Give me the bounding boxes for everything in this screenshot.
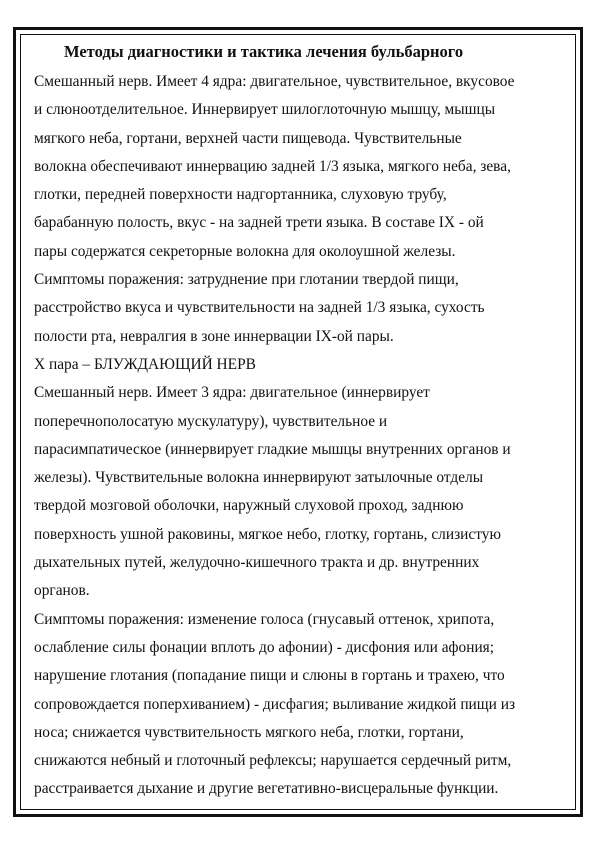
text-line: Смешанный нерв. Имеет 4 ядра: двигательное, чувствительное, вкусовое xyxy=(34,73,515,90)
text-line: пары содержатся секреторные волокна для околоушной железы. xyxy=(34,242,456,260)
text-line: глотки, передней поверхности надгортанника, слуховую трубу, xyxy=(34,186,447,204)
text-line: парасимпатическое (иннервирует гладкие мышцы внутренних органов и xyxy=(34,440,511,458)
text-line: нарушение глотания (попадание пищи и слюны в гортань и трахею, что xyxy=(34,667,505,685)
text-line: барабанную полость, вкус - на задней трети языка. В составе IX - ой xyxy=(34,214,484,232)
text-line: мягкого неба, гортани, верхней части пищевода. Чувствительные xyxy=(34,129,462,147)
text-line: сопровождается поперхиванием) - дисфагия; выливание жидкой пищи из xyxy=(34,695,516,713)
text-line: полости рта, невралгия в зоне иннервации IX-ой пары. xyxy=(34,327,394,345)
text-line: дыхательных путей, желудочно-кишечного тракта и др. внутренних xyxy=(34,554,480,572)
text-line: расстраивается дыхание и другие вегетативно-висцеральные функции. xyxy=(34,780,499,798)
text-block xyxy=(34,68,564,804)
document-title: Методы диагностики и тактика лечения бульбарного xyxy=(64,42,464,61)
document-body xyxy=(34,40,564,804)
text-line: носа; снижается чувствительность мягкого неба, глотки, гортани, xyxy=(34,723,464,741)
text-line: и слюноотделительное. Иннервирует шилоглоточную мышцу, мышцы xyxy=(34,101,496,119)
text-line: поперечнополосатую мускулатуру), чувствительное и xyxy=(34,412,388,430)
text-line: поверхность ушной раковины, мягкое небо, глотку, гортань, слизистую xyxy=(34,525,501,543)
text-line: снижаются небный и глоточный рефлексы; нарушается сердечный ритм, xyxy=(34,752,512,770)
text-line: железы). Чувствительные волокна иннервируют затылочные отделы xyxy=(34,469,484,487)
text-line: волокна обеспечивают иннервацию задней 1/3 языка, мягкого неба, зева, xyxy=(34,157,511,175)
text-line: Симптомы поражения: затруднение при глотании твердой пищи, xyxy=(34,271,459,289)
text-line: расстройство вкуса и чувствительности на задней 1/3 языка, сухость xyxy=(34,299,485,317)
text-line: Смешанный нерв. Имеет 3 ядра: двигательное (иннервирует xyxy=(34,384,430,402)
text-line: органов. xyxy=(34,582,90,600)
text-line: твердой мозговой оболочки, наружный слуховой проход, заднюю xyxy=(34,497,464,515)
text-line: Симптомы поражения: изменение голоса (гнусавый оттенок, хрипота, xyxy=(34,610,495,628)
section-heading: X пара – БЛУЖДАЮЩИЙ НЕРВ xyxy=(34,355,256,373)
text-line: ослабление силы фонации вплоть до афонии) - дисфония или афония; xyxy=(34,638,495,656)
